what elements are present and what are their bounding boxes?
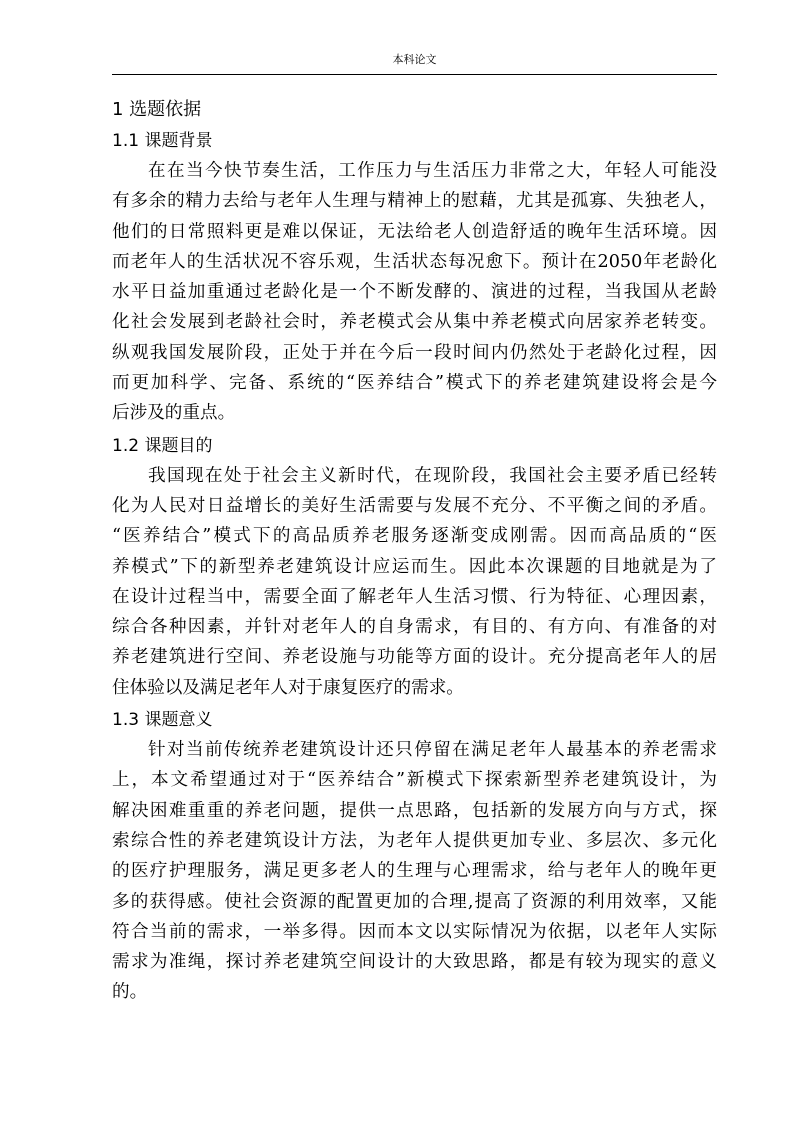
text-line: 纵观我国发展阶段，正处于并在今后一段时间内仍然处于老龄化过程，因 <box>112 342 717 363</box>
text-line: 在设计过程当中，需要全面了解老年人生活习惯、行为特征、心理因素， <box>112 586 717 607</box>
text-line: 符合当前的需求，一举多得。因而本文以实际情况为依据，以老年人实际 <box>112 921 717 942</box>
text-line: 的。 <box>112 982 148 1003</box>
text-line: 需求为准绳，探讨养老建筑空间设计的大致思路，都是有较为现实的意义 <box>112 952 717 973</box>
text-line: 住体验以及满足老年人对于康复医疗的需求。 <box>112 677 464 698</box>
text-line: 化社会发展到老龄社会时，养老模式会从集中养老模式向居家养老转变。 <box>112 312 717 333</box>
text-line: 养模式”下的新型养老建筑设计应运而生。因此本次课题的目地就是为了 <box>112 556 717 577</box>
section-title: 1.2 课题目的 <box>112 435 213 456</box>
section-title: 1.3 课题意义 <box>112 710 213 731</box>
text-line: 有多余的精力去给与老年人生理与精神上的慰藉，尤其是孤寡、失独老人， <box>112 191 717 212</box>
text-line: 针对当前传统养老建筑设计还只停留在满足老年人最基本的养老需求 <box>148 740 717 761</box>
text-line: 水平日益加重通过老龄化是一个不断发酵的、演进的过程，当我国从老龄 <box>112 282 717 303</box>
text-line: 综合各种因素，并针对老年人的自身需求，有目的、有方向、有准备的对 <box>112 617 717 638</box>
text-line: 化为人民对日益增长的美好生活需要与发展不充分、不平衡之间的矛盾。 <box>112 495 717 516</box>
text-line: 多的获得感。使社会资源的配置更加的合理,提高了资源的利用效率，又能 <box>112 891 717 912</box>
section-background <box>112 126 717 429</box>
paragraph <box>112 156 717 429</box>
section-title: 1.1 课题背景 <box>112 131 213 151</box>
text-line: 养老建筑进行空间、养老设施与功能等方面的设计。充分提高老年人的居 <box>112 647 717 668</box>
text-line: 在在当今快节奏生活，工作压力与生活压力非常之大，年轻人可能没 <box>148 161 717 181</box>
text-line: 索综合性的养老建筑设计方法，为老年人提供更加专业、多层次、多元化 <box>112 830 717 851</box>
text-line: 上，本文希望通过对于“医养结合”新模式下探索新型养老建筑设计，为 <box>112 770 717 791</box>
paragraph <box>112 461 717 703</box>
text-line: 的医疗护理服务，满足更多老人的生理与心理需求，给与老年人的晚年更 <box>112 861 717 882</box>
text-line: 而老年人的生活状况不容乐观，生活状态每况愈下。预计在2050年老龄化 <box>112 251 717 272</box>
text-line: 而更加科学、完备、系统的“医养结合”模式下的养老建筑建设将会是今 <box>112 373 717 394</box>
section-significance <box>112 705 717 1008</box>
text-line: “医养结合”模式下的高品质养老服务逐渐变成刚需。因而高品质的“医 <box>112 526 717 547</box>
text-line: 后涉及的重点。 <box>112 403 236 424</box>
section-purpose <box>112 431 717 703</box>
text-line: 我国现在处于社会主义新时代，在现阶段，我国社会主要矛盾已经转 <box>148 465 717 486</box>
chapter-heading: 1 选题依据 <box>112 99 202 120</box>
document-body <box>112 94 717 1010</box>
page-header-title: 本科论文 <box>392 53 437 66</box>
text-line: 他们的日常照料更是难以保证，无法给老人创造舒适的晚年生活环境。因 <box>112 221 717 242</box>
page-header <box>112 52 717 75</box>
text-line: 解决困难重重的养老问题，提供一点思路，包括新的发展方向与方式，探 <box>112 800 717 821</box>
paragraph <box>112 735 717 1008</box>
